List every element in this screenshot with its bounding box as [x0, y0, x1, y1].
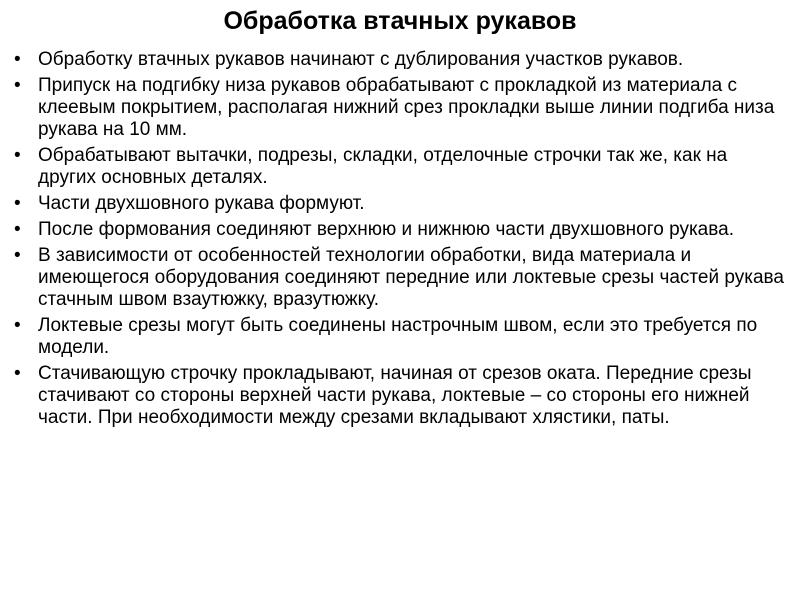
list-item-text: После формования соединяют верхнюю и нижнюю части двухшовного рукава. — [38, 219, 734, 240]
list-item-text: В зависимости от особенностей технологии обработки, вида материала и имеющегося оборудования соединяют передние или локтевые срезы частей рукава стачным швом взаутюжку, вразутюжку. — [38, 245, 784, 310]
bullet-icon: • — [14, 219, 21, 240]
bullet-icon: • — [14, 193, 21, 214]
bullet-icon: • — [14, 363, 21, 384]
list-item-text: Припуск на подгибку низа рукавов обрабатывают с прокладкой из материала с клеевым покрытием, располагая нижний срез прокладки выше линии подгиба низа рукава на 10 мм. — [38, 75, 775, 140]
list-item — [14, 75, 784, 141]
list-item — [14, 245, 784, 311]
list-item — [14, 219, 784, 241]
list-item-text: Локтевые срезы могут быть соединены настрочным швом, если это требуется по модели. — [38, 315, 758, 358]
bullet-icon: • — [14, 315, 21, 336]
list-item-text: Обработку втачных рукавов начинают с дублирования участков рукавов. — [38, 49, 684, 70]
bullet-icon: • — [14, 75, 21, 96]
list-item — [14, 145, 784, 189]
bullet-icon: • — [14, 245, 21, 266]
list-item — [14, 193, 784, 215]
list-item — [14, 49, 784, 71]
bullet-icon: • — [14, 145, 21, 166]
page-title: Обработка втачных рукавов — [223, 7, 577, 35]
list-item-text: Обрабатывают вытачки, подрезы, складки, отделочные строчки так же, как на других основных деталях. — [38, 145, 728, 188]
list-item-text: Части двухшовного рукава формуют. — [38, 193, 365, 214]
bullet-icon: • — [14, 49, 21, 70]
bullet-list — [14, 49, 784, 433]
list-item — [14, 315, 784, 359]
list-item-text: Стачивающую строчку прокладывают, начиная от срезов оката. Передние срезы стачивают со стороны верхней части рукава, локтевые – со стороны его нижней части. При необходимости между срезами вкладывают хлястики, паты. — [38, 363, 752, 428]
list-item — [14, 363, 784, 429]
